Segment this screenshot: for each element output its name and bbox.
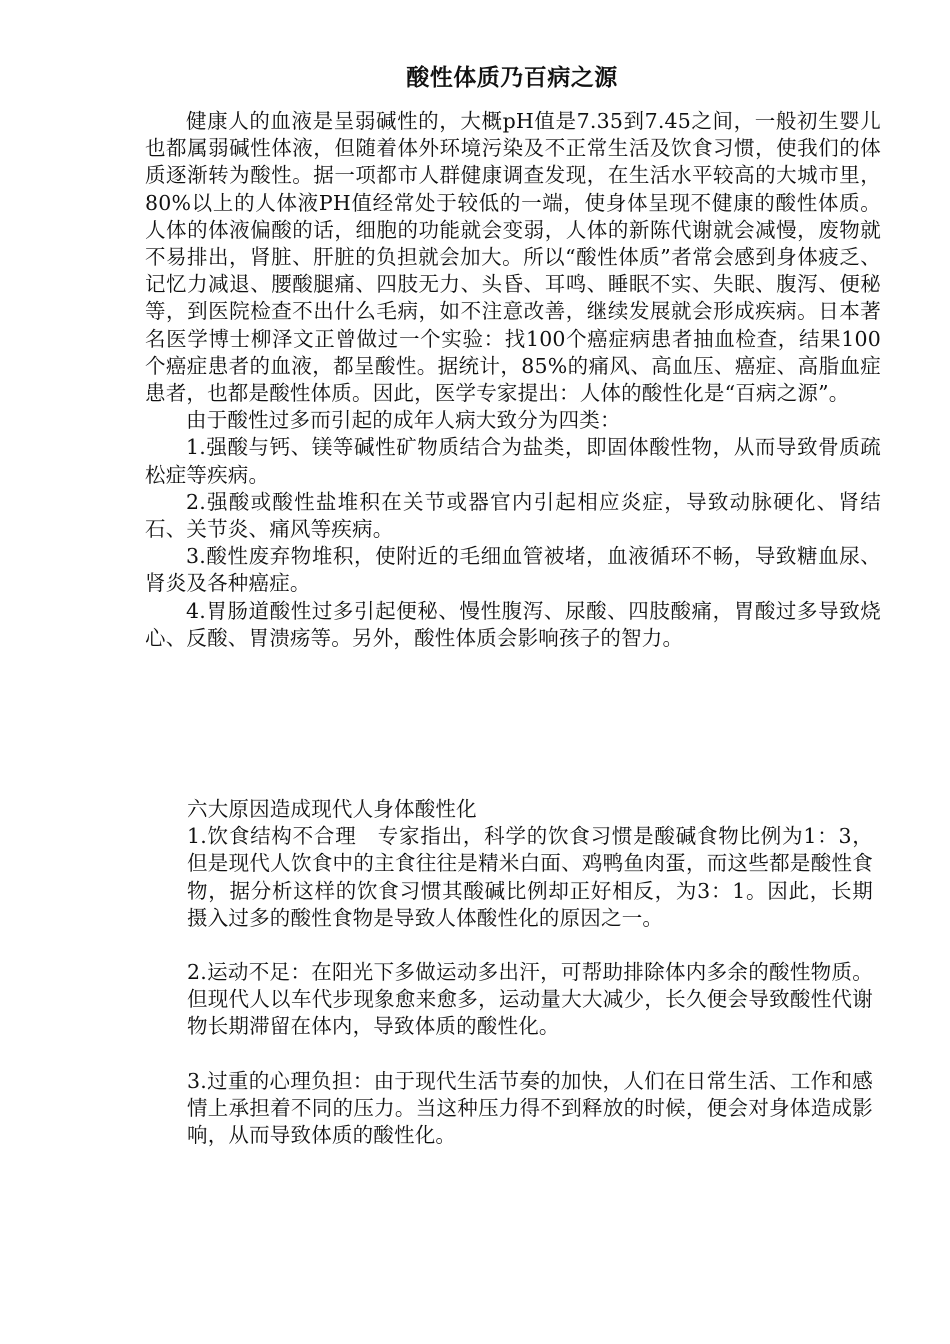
category-item: 1.强酸与钙、镁等碱性矿物质结合为盐类，即固体酸性物，从而导致骨质疏松症等疾病。 [145,435,881,487]
section-spacer [187,1041,873,1068]
cause-item: 3.过重的心理负担：由于现代生活节奏的加快，人们在日常生活、工作和感情上承担着不同的压力。当这种压力得不到释放的时候，便会对身体造成影响，从而导致体质的酸性化。 [187,1068,873,1148]
classification-intro: 由于酸性过多而引起的成年人病大致分为四类： [186,408,621,433]
category-item: 4.胃肠道酸性过多引起便秘、慢性腹泻、尿酸、四肢酸痛，胃酸过多导致烧心、反酸、胃溃疡等。另外，酸性体质会影响孩子的智力。 [145,598,881,650]
cause-item: 2.运动不足：在阳光下多做运动多出汗，可帮助排除体内多余的酸性物质。但现代人以车代步现象愈来愈多，运动量大大减少，长久便会导致酸性代谢物长期滞留在体内，导致体质的酸性化。 [187,960,873,1039]
causes-heading: 六大原因造成现代人身体酸性化 [187,797,477,821]
category-item: 2.强酸或酸性盐堆积在关节或器官内引起相应炎症，导致动脉硬化、肾结石、关节炎、痛风等疾病。 [145,489,881,542]
document-title: 酸性体质乃百病之源 [406,65,618,91]
causes-section [187,796,873,1149]
article-body [145,108,881,652]
cause-item: 1.饮食结构不合理 专家指出，科学的饮食习惯是酸碱食物比例为1：3，但是现代人饮食中的主食往往是精米白面、鸡鸭鱼肉蛋，而这些都是酸性食物，据分析这样的饮食习惯其酸碱比例却正好相反，为3：1。因此，长期摄入过多的酸性食物是导致人体酸性化的原因之一。 [187,824,873,930]
intro-paragraph: 健康人的血液是呈弱碱性的，大概pH值是7.35到7.45之间，一般初生婴儿也都属弱碱性体液，但随着体外环境污染及不正常生活及饮食习惯，使我们的体质逐渐转为酸性。据一项都市人群健康调查发现，在生活水平较高的大城市里，80%以上的人体液PH值经常处于较低的一端，使身体呈现不健康的酸性体质。人体的体液偏酸的话，细胞的功能就会变弱，人体的新陈代谢就会减慢，废物就不易排出，肾脏、肝脏的负担就会加大。所以“酸性体质”者常会感到身体疲乏、记忆力减退、腰酸腿痛、四肢无力、头昏、耳鸣、睡眠不实、失眠、腹泻、便秘等，到医院检查不出什么毛病，如不注意改善，继续发展就会形成疾病。日本著名医学博士柳泽文正曾做过一个实验：找100个癌症病患者抽血检查，结果100个癌症患者的血液，都呈酸性。据统计，85%的痛风、高血压、癌症、高脂血症患者，也都是酸性体质。因此，医学专家提出：人体的酸性化是“百病之源”。 [145,109,881,406]
section-spacer [187,932,873,959]
category-item: 3.酸性废弃物堆积，使附近的毛细血管被堵，血液循环不畅，导致糖血尿、肾炎及各种癌症。 [145,544,881,596]
